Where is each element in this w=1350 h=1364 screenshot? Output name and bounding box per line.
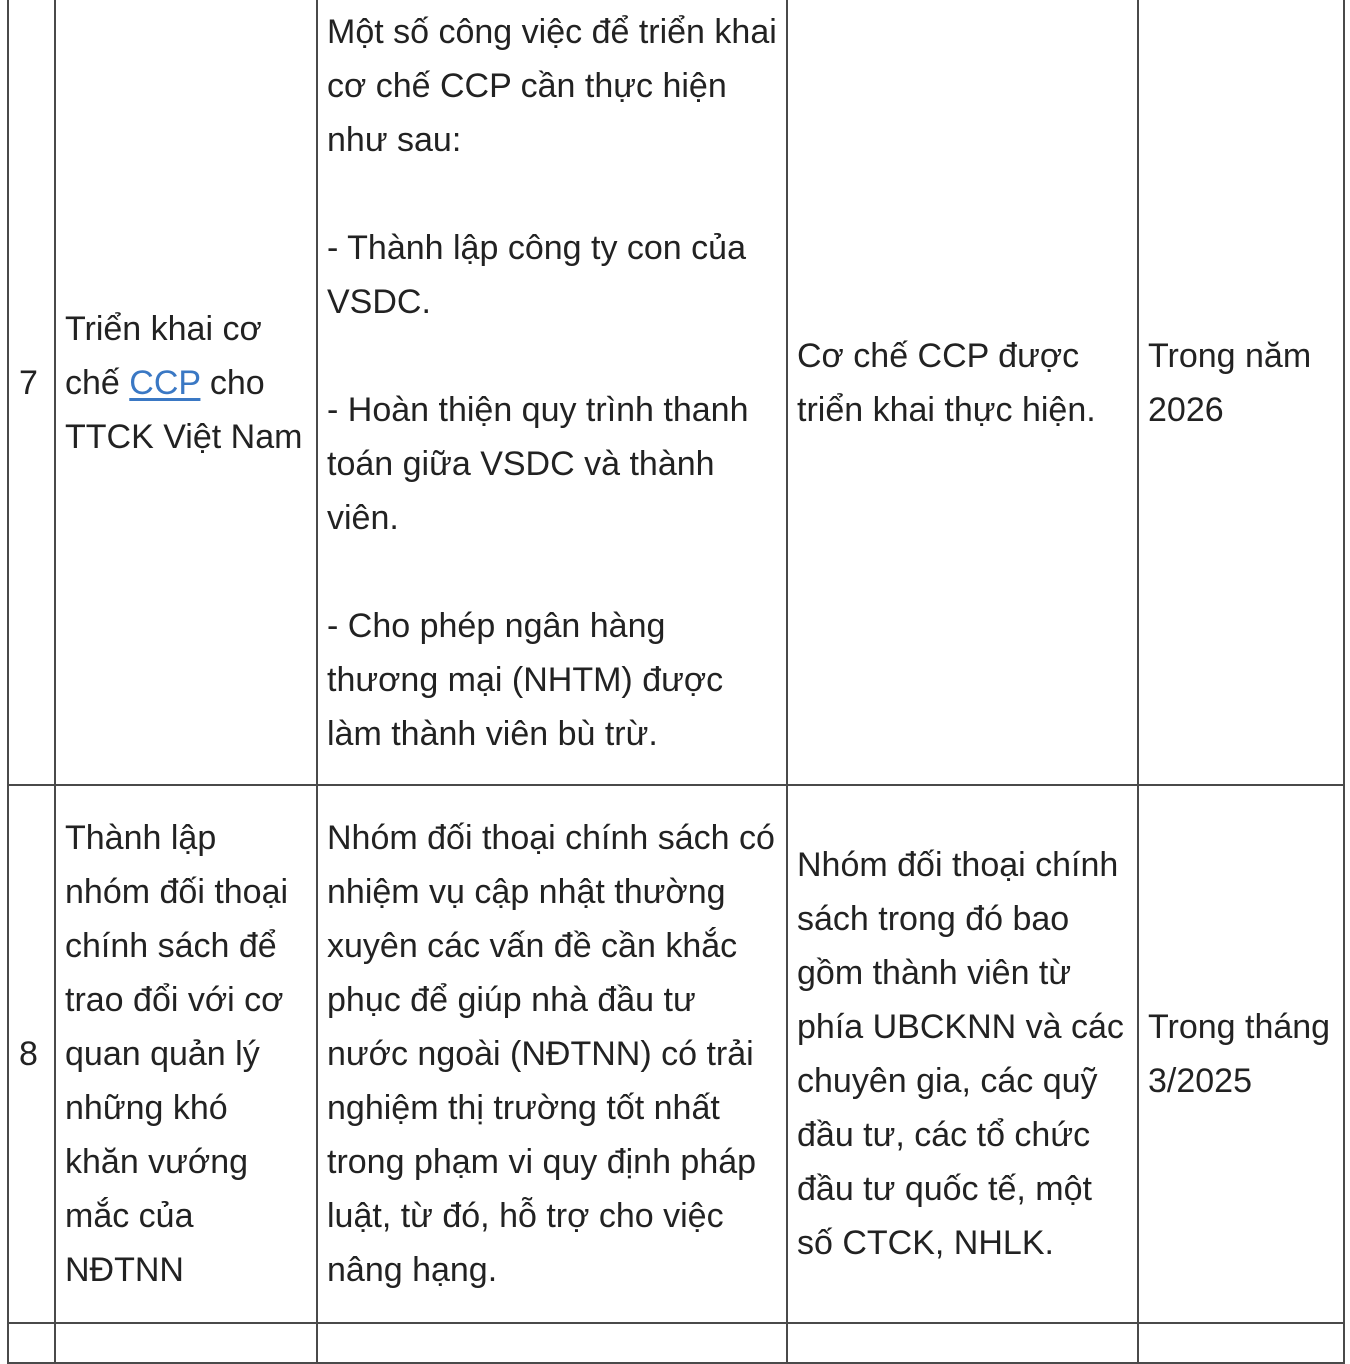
task-cell [55, 0, 317, 785]
result-cell [787, 0, 1138, 785]
time-text: Trong tháng 3/2025 [1148, 1008, 1331, 1100]
table-row [8, 785, 1344, 1323]
content-step: - Cho phép ngân hàng thương mại (NHTM) được làm thành viên bù trừ. [327, 607, 724, 753]
roadmap-table [7, 0, 1345, 1364]
task-text: Triển khai cơ chế [65, 310, 262, 402]
ccp-link[interactable]: CCP [129, 364, 201, 402]
task-cell [55, 785, 317, 1323]
table-row [8, 0, 1344, 785]
empty-cell [1138, 1323, 1344, 1363]
content-cell [317, 0, 787, 785]
result-cell [787, 785, 1138, 1323]
content-step: - Hoàn thiện quy trình thanh toán giữa VSDC và thành viên. [327, 391, 749, 537]
content-step: - Thành lập công ty con của VSDC. [327, 229, 746, 321]
table-row-next [8, 1323, 1344, 1363]
empty-cell [8, 1323, 55, 1363]
task-text-rest: cho TTCK Việt Nam [65, 364, 303, 456]
result-text: Nhóm đối thoại chính sách trong đó bao gồm thành viên từ phía UBCKNN và các chuyên gia, các quỹ đầu tư, các tổ chức đầu tư quốc tế, một số CTCK, NHLK. [797, 846, 1124, 1262]
time-cell [1138, 0, 1344, 785]
empty-cell [317, 1323, 787, 1363]
empty-cell [787, 1323, 1138, 1363]
content-text: Nhóm đối thoại chính sách có nhiệm vụ cập nhật thường xuyên các vấn đề cần khắc phục để giúp nhà đầu tư nước ngoài (NĐTNN) có trải nghiệm thị trường tốt nhất trong phạm vi quy định pháp luật, từ đó, hỗ trợ cho việc nâng hạng. [327, 819, 775, 1289]
row-index: 8 [19, 1035, 38, 1073]
empty-cell [55, 1323, 317, 1363]
time-cell [1138, 785, 1344, 1323]
row-index: 7 [19, 364, 38, 402]
result-text: Cơ chế CCP được triển khai thực hiện. [797, 337, 1096, 429]
content-intro: Một số công việc để triển khai cơ chế CCP cần thực hiện như sau: [327, 13, 777, 159]
row-index-cell [8, 785, 55, 1323]
time-text: Trong năm 2026 [1148, 337, 1312, 429]
task-text: Thành lập nhóm đối thoại chính sách để trao đổi với cơ quan quản lý những khó khăn vướng mắc của NĐTNN [65, 819, 289, 1289]
row-index-cell [8, 0, 55, 785]
content-cell [317, 785, 787, 1323]
